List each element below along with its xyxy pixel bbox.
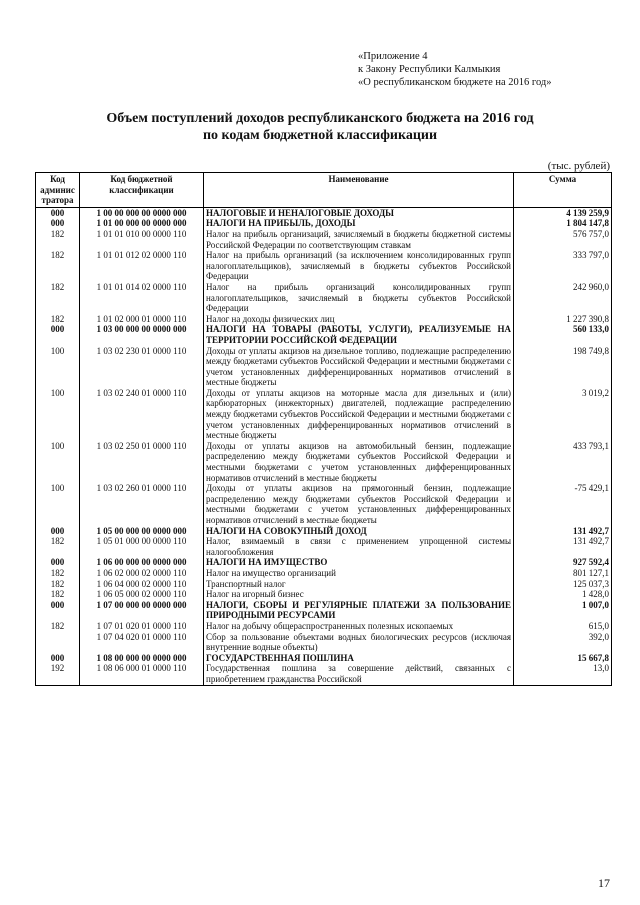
header-sum: Сумма — [514, 173, 612, 208]
sum-cell: 242 960,0 — [514, 282, 612, 314]
sum-cell: 1 428,0 — [514, 589, 612, 600]
header-name: Наименование — [204, 173, 514, 208]
name-cell: Транспортный налог — [204, 579, 514, 590]
budget-code-cell: 1 06 04 000 02 0000 110 — [80, 579, 204, 590]
admin-code-cell: 192 — [36, 663, 80, 685]
budget-code-cell: 1 08 06 000 01 0000 110 — [80, 663, 204, 685]
admin-code-cell: 182 — [36, 536, 80, 557]
sum-cell: 13,0 — [514, 663, 612, 685]
sum-cell: 433 793,1 — [514, 441, 612, 483]
name-cell: Налог на прибыль организаций консолидированных групп налогоплательщиков, зачисляемый в бюджеты субъектов Российской Федерации — [204, 282, 514, 314]
admin-code-cell: 182 — [36, 229, 80, 250]
budget-code-cell: 1 03 02 230 01 0000 110 — [80, 346, 204, 388]
admin-code-cell: 100 — [36, 388, 80, 441]
table-row — [36, 600, 612, 621]
sum-cell: 576 757,0 — [514, 229, 612, 250]
name-cell: ГОСУДАРСТВЕННАЯ ПОШЛИНА — [204, 653, 514, 664]
table-row — [36, 526, 612, 537]
table-row — [36, 218, 612, 229]
admin-code-cell: 182 — [36, 568, 80, 579]
table-row — [36, 589, 612, 600]
table-row — [36, 314, 612, 325]
admin-code-cell: 000 — [36, 324, 80, 345]
table-row — [36, 282, 612, 314]
name-cell: Налог на прибыль организаций, зачисляемый в бюджеты бюджетной системы Российской Федерации по соответствующим ставкам — [204, 229, 514, 250]
budget-code-cell: 1 01 01 012 02 0000 110 — [80, 250, 204, 282]
revenue-table — [35, 172, 612, 686]
admin-code-cell: 000 — [36, 600, 80, 621]
admin-code-cell: 182 — [36, 250, 80, 282]
name-cell: Доходы от уплаты акцизов на дизельное топливо, подлежащие распределению между бюджетами субъектов Российской Федерации и местными бюджетами с учетом установленных дифференцированных нормативов отчислений в местные бюджеты — [204, 346, 514, 388]
budget-code-cell: 1 03 00 000 00 0000 000 — [80, 324, 204, 345]
table-row — [36, 568, 612, 579]
table-row — [36, 536, 612, 557]
budget-code-cell: 1 07 04 020 01 0000 110 — [80, 632, 204, 653]
admin-code-cell: 100 — [36, 346, 80, 388]
table-row — [36, 346, 612, 388]
appendix-line-2: к Закону Республики Калмыкия — [358, 64, 501, 75]
title-line-1: Объем поступлений доходов республиканского бюджета на 2016 год — [106, 111, 534, 126]
budget-code-cell: 1 03 02 260 01 0000 110 — [80, 483, 204, 525]
sum-cell: 131 492,7 — [514, 526, 612, 537]
budget-code-cell: 1 00 00 000 00 0000 000 — [80, 207, 204, 218]
budget-code-cell: 1 01 02 000 01 0000 110 — [80, 314, 204, 325]
table-row — [36, 653, 612, 664]
name-cell: НАЛОГОВЫЕ И НЕНАЛОГОВЫЕ ДОХОДЫ — [204, 207, 514, 218]
sum-cell: 1 804 147,8 — [514, 218, 612, 229]
admin-code-cell: 000 — [36, 526, 80, 537]
budget-code-cell: 1 05 00 000 00 0000 000 — [80, 526, 204, 537]
sum-cell: 615,0 — [514, 621, 612, 632]
budget-code-cell: 1 01 01 010 00 0000 110 — [80, 229, 204, 250]
name-cell: Налог на добычу общераспространенных полезных ископаемых — [204, 621, 514, 632]
admin-code-cell — [36, 632, 80, 653]
sum-cell: 4 139 259,9 — [514, 207, 612, 218]
admin-code-cell: 182 — [36, 589, 80, 600]
sum-cell: 1 007,0 — [514, 600, 612, 621]
sum-cell: 125 037,3 — [514, 579, 612, 590]
units-label: (тыс. рублей) — [547, 160, 610, 172]
table-row — [36, 207, 612, 218]
sum-cell: 560 133,0 — [514, 324, 612, 345]
name-cell: НАЛОГИ, СБОРЫ И РЕГУЛЯРНЫЕ ПЛАТЕЖИ ЗА ПОЛЬЗОВАНИЕ ПРИРОДНЫМИ РЕСУРСАМИ — [204, 600, 514, 621]
sum-cell: 1 227 390,8 — [514, 314, 612, 325]
admin-code-cell: 000 — [36, 207, 80, 218]
budget-code-cell: 1 06 02 000 02 0000 110 — [80, 568, 204, 579]
name-cell: НАЛОГИ НА ТОВАРЫ (РАБОТЫ, УСЛУГИ), РЕАЛИЗУЕМЫЕ НА ТЕРРИТОРИИ РОССИЙСКОЙ ФЕДЕРАЦИИ — [204, 324, 514, 345]
table-row — [36, 663, 612, 685]
name-cell: НАЛОГИ НА СОВОКУПНЫЙ ДОХОД — [204, 526, 514, 537]
name-cell: Налог на прибыль организаций (за исключением консолидированных групп налогоплательщиков), зачисляемый в бюджеты субъектов Российской Федерации — [204, 250, 514, 282]
appendix-note — [358, 50, 552, 89]
sum-cell: 801 127,1 — [514, 568, 612, 579]
name-cell: Доходы от уплаты акцизов на прямогонный бензин, подлежащие распределению между бюджетами субъектов Российской Федерации и местными бюджетами с учетом установленных дифференцированных нормативов отчислений в местные бюджеты — [204, 483, 514, 525]
admin-code-cell: 000 — [36, 218, 80, 229]
appendix-line-1: «Приложение 4 — [358, 51, 428, 62]
sum-cell: 131 492,7 — [514, 536, 612, 557]
table-row — [36, 229, 612, 250]
budget-code-cell: 1 03 02 250 01 0000 110 — [80, 441, 204, 483]
budget-code-cell: 1 06 00 000 00 0000 000 — [80, 557, 204, 568]
admin-code-cell: 182 — [36, 314, 80, 325]
table-row — [36, 557, 612, 568]
sum-cell: 333 797,0 — [514, 250, 612, 282]
name-cell: Налог на игорный бизнес — [204, 589, 514, 600]
page-number: 17 — [598, 876, 610, 890]
admin-code-cell: 000 — [36, 557, 80, 568]
sum-cell: 392,0 — [514, 632, 612, 653]
admin-code-cell: 182 — [36, 621, 80, 632]
sum-cell: -75 429,1 — [514, 483, 612, 525]
header-admin-code: Код админис тратора — [36, 173, 80, 208]
name-cell: Доходы от уплаты акцизов на автомобильный бензин, подлежащие распределению между бюджетами субъектов Российской Федерации и местными бюджетами с учетом установленных дифференцированных нормативов отчислений в местные бюджеты — [204, 441, 514, 483]
admin-code-cell: 000 — [36, 653, 80, 664]
name-cell: НАЛОГИ НА ПРИБЫЛЬ, ДОХОДЫ — [204, 218, 514, 229]
admin-code-cell: 182 — [36, 579, 80, 590]
name-cell: Сбор за пользование объектами водных биологических ресурсов (исключая внутренние водные объекты) — [204, 632, 514, 653]
name-cell: Налог, взимаемый в связи с применением упрощенной системы налогообложения — [204, 536, 514, 557]
document-title — [0, 110, 640, 144]
budget-code-cell: 1 07 01 020 01 0000 110 — [80, 621, 204, 632]
budget-code-cell: 1 07 00 000 00 0000 000 — [80, 600, 204, 621]
admin-code-cell: 182 — [36, 282, 80, 314]
name-cell: Налог на доходы физических лиц — [204, 314, 514, 325]
budget-code-cell: 1 01 01 014 02 0000 110 — [80, 282, 204, 314]
name-cell: Государственная пошлина за совершение действий, связанных с приобретением гражданства Российской — [204, 663, 514, 685]
table-row — [36, 632, 612, 653]
sum-cell: 15 667,8 — [514, 653, 612, 664]
header-budget-code: Код бюджетной классификации — [80, 173, 204, 208]
table-row — [36, 621, 612, 632]
title-line-2: по кодам бюджетной классификации — [202, 128, 438, 143]
table-row — [36, 483, 612, 525]
admin-code-cell: 100 — [36, 441, 80, 483]
name-cell: Доходы от уплаты акцизов на моторные масла для дизельных и (или) карбюраторных (инжекторных) двигателей, подлежащие распределению между бюджетами субъектов Российской Федерации и местными бюджетами с учетом установленных дифференцированных нормативов отчислений в местные бюджеты — [204, 388, 514, 441]
table-row — [36, 250, 612, 282]
table-row — [36, 388, 612, 441]
name-cell: Налог на имущество организаций — [204, 568, 514, 579]
table-row — [36, 324, 612, 345]
budget-code-cell: 1 03 02 240 01 0000 110 — [80, 388, 204, 441]
budget-code-cell: 1 08 00 000 00 0000 000 — [80, 653, 204, 664]
name-cell: НАЛОГИ НА ИМУЩЕСТВО — [204, 557, 514, 568]
sum-cell: 927 592,4 — [514, 557, 612, 568]
table-row — [36, 579, 612, 590]
sum-cell: 198 749,8 — [514, 346, 612, 388]
budget-code-cell: 1 05 01 000 00 0000 110 — [80, 536, 204, 557]
budget-code-cell: 1 06 05 000 02 0000 110 — [80, 589, 204, 600]
appendix-line-3: «О республиканском бюджете на 2016 год» — [358, 77, 552, 88]
table-header-row — [36, 173, 612, 208]
admin-code-cell: 100 — [36, 483, 80, 525]
table-body — [36, 207, 612, 685]
sum-cell: 3 019,2 — [514, 388, 612, 441]
budget-code-cell: 1 01 00 000 00 0000 000 — [80, 218, 204, 229]
table-row — [36, 441, 612, 483]
